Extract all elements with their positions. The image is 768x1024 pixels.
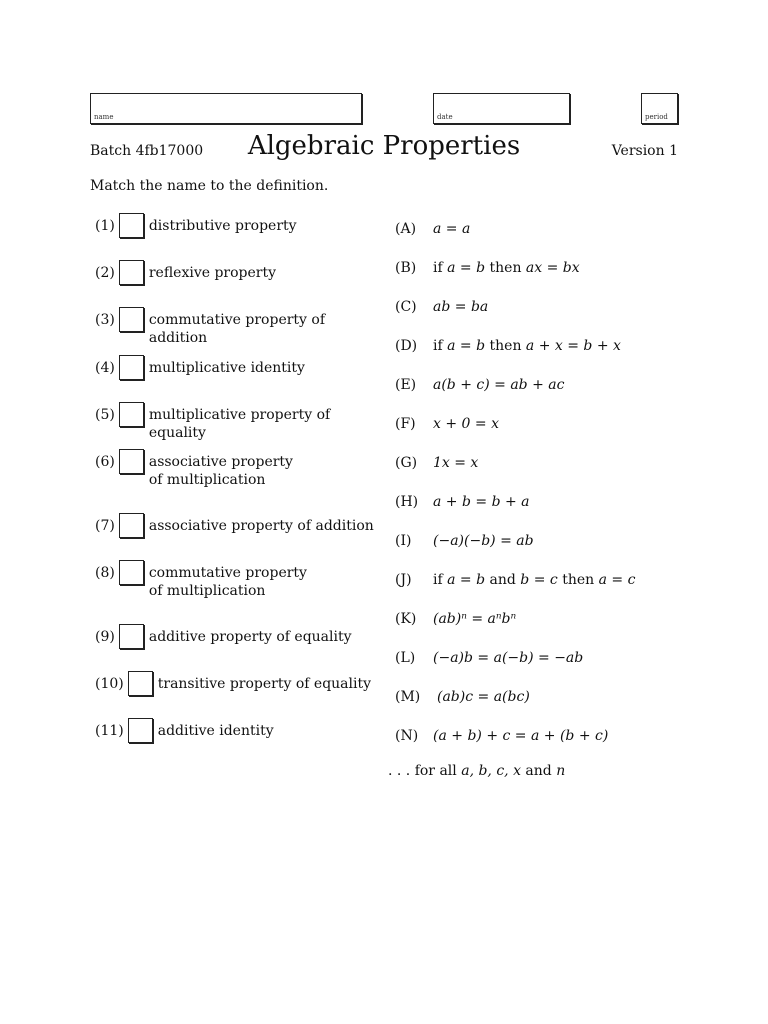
- definition-letter: (L): [395, 650, 416, 666]
- term-number: (8): [95, 565, 115, 581]
- answer-box[interactable]: [119, 624, 144, 649]
- definition-expression: (−a)b = a(−b) = −ab: [433, 650, 584, 666]
- term-label: additive property of equality: [148, 629, 352, 645]
- definition-letter: (F): [395, 416, 416, 432]
- definition-letter: (H): [395, 494, 419, 510]
- name-field-label: name: [94, 113, 114, 121]
- definition-expression: a(b + c) = ab + ac: [433, 377, 565, 393]
- answer-box[interactable]: [119, 449, 144, 474]
- definition-letter: (C): [395, 299, 417, 315]
- answer-box[interactable]: [119, 355, 144, 380]
- term-number: (11): [95, 723, 124, 739]
- term-label: reflexive property: [148, 265, 277, 281]
- page-title: Algebraic Properties: [247, 131, 521, 161]
- footer-last: n: [556, 763, 566, 779]
- definition-expression: (ab)ⁿ = aⁿbⁿ: [433, 611, 517, 627]
- definition-expression: if a = b then ax = bx: [433, 260, 580, 276]
- instructions: Match the name to the definition.: [90, 178, 329, 194]
- term-item: [95, 624, 380, 649]
- answer-box[interactable]: [128, 718, 153, 743]
- term-number: (6): [95, 454, 115, 470]
- definition-expression: a + b = b + a: [433, 494, 530, 510]
- term-number: (9): [95, 629, 115, 645]
- definition-item: [395, 689, 530, 705]
- header-row: [90, 131, 678, 165]
- definition-expression: a = a: [433, 221, 471, 237]
- footer-prefix: . . . for all: [388, 763, 462, 779]
- definition-letter: (I): [395, 533, 412, 549]
- definition-item: [395, 728, 608, 744]
- term-number: (10): [95, 676, 124, 692]
- definition-item: [395, 455, 478, 471]
- definition-item: [395, 338, 621, 354]
- term-item: [95, 355, 380, 380]
- term-item: [95, 718, 380, 743]
- footer-note: [388, 763, 565, 779]
- definition-item: [395, 650, 583, 666]
- definition-item: [395, 533, 534, 549]
- term-item: [95, 402, 380, 442]
- answer-box[interactable]: [119, 560, 144, 585]
- definition-expression: x + 0 = x: [433, 416, 499, 432]
- definition-letter: (N): [395, 728, 419, 744]
- answer-box[interactable]: [128, 671, 153, 696]
- date-field[interactable]: [433, 93, 570, 124]
- definition-letter: (D): [395, 338, 418, 354]
- definition-expression: if a = b and b = c then a = c: [433, 572, 636, 588]
- term-number: (1): [95, 218, 115, 234]
- term-label: multiplicative property of equality: [148, 407, 331, 441]
- batch-id: Batch 4fb17000: [90, 143, 204, 159]
- definition-item: [395, 572, 635, 588]
- definition-letter: (A): [395, 221, 417, 237]
- term-number: (4): [95, 360, 115, 376]
- answer-box[interactable]: [119, 307, 144, 332]
- definition-letter: (M): [395, 689, 421, 705]
- definition-letter: (B): [395, 260, 417, 276]
- definition-item: [395, 494, 530, 510]
- term-item: [95, 513, 380, 538]
- term-item: [95, 307, 380, 347]
- version-label: Version 1: [611, 143, 678, 159]
- definition-item: [395, 416, 499, 432]
- term-label: commutative property of multiplication: [148, 565, 307, 599]
- period-field-label: period: [645, 113, 668, 121]
- definition-letter: (E): [395, 377, 417, 393]
- term-item: [95, 260, 380, 285]
- definition-letter: (J): [395, 572, 412, 588]
- term-label: transitive property of equality: [157, 676, 372, 692]
- definition-item: [395, 299, 488, 315]
- date-field-label: date: [437, 113, 453, 121]
- definition-expression: 1x = x: [433, 455, 479, 471]
- definition-item: [395, 611, 516, 627]
- answer-box[interactable]: [119, 213, 144, 238]
- term-number: (3): [95, 312, 115, 328]
- term-number: (7): [95, 518, 115, 534]
- definition-letter: (K): [395, 611, 417, 627]
- definition-expression: (ab)c = a(bc): [437, 689, 530, 705]
- name-field[interactable]: [90, 93, 362, 124]
- term-item: [95, 560, 380, 600]
- term-label: distributive property: [148, 218, 297, 234]
- term-label: associative property of multiplication: [148, 454, 293, 488]
- definition-item: [395, 377, 564, 393]
- answer-box[interactable]: [119, 260, 144, 285]
- period-field[interactable]: [641, 93, 678, 124]
- definition-expression: if a = b then a + x = b + x: [433, 338, 621, 354]
- term-item: [95, 213, 380, 238]
- definition-expression: ab = ba: [433, 299, 489, 315]
- answer-box[interactable]: [119, 402, 144, 427]
- definition-expression: (−a)(−b) = ab: [433, 533, 534, 549]
- term-number: (2): [95, 265, 115, 281]
- answer-box[interactable]: [119, 513, 144, 538]
- footer-middle: and: [520, 763, 557, 779]
- term-label: multiplicative identity: [148, 360, 305, 376]
- term-label: additive identity: [157, 723, 274, 739]
- term-label: commutative property of addition: [148, 312, 326, 346]
- definition-letter: (G): [395, 455, 418, 471]
- term-label: associative property of addition: [148, 518, 374, 534]
- term-item: [95, 671, 380, 696]
- definition-expression: (a + b) + c = a + (b + c): [433, 728, 609, 744]
- definition-item: [395, 260, 580, 276]
- definition-item: [395, 221, 470, 237]
- term-number: (5): [95, 407, 115, 423]
- footer-vars: a, b, c, x: [461, 763, 521, 779]
- term-item: [95, 449, 380, 489]
